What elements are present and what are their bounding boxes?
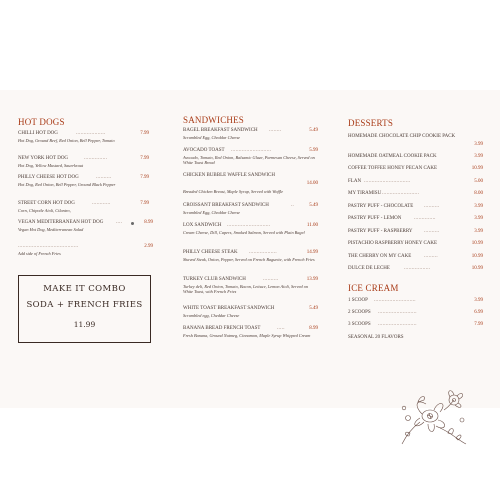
item-price: 10.99 bbox=[471, 241, 483, 246]
item-name: COFFEE TOFFEE HONEY PECAN CAKE bbox=[348, 166, 438, 171]
item-description: Breaded Chicken Breast, Maple Syrup, Served with Waffle bbox=[183, 189, 284, 194]
item-price: 6.99 bbox=[474, 310, 483, 315]
item-price: 7.99 bbox=[140, 175, 149, 180]
menu-item: BANANA BREAD FRENCH TOAST ..... 8.99 Fresh Banana, Ground Nutmeg, Cinnamon, Maple Syrup Whipped Cream bbox=[183, 326, 318, 338]
item-name: CHILLI HOT DOG bbox=[18, 131, 58, 136]
item-name: HOMEMADE CHOCOLATE CHIP COOKIE PACK bbox=[348, 134, 456, 139]
item-name: 1 SCOOP bbox=[348, 298, 368, 303]
flower-icon bbox=[449, 391, 463, 408]
item-name: BANANA BREAD FRENCH TOAST bbox=[183, 326, 261, 331]
menu-item bbox=[348, 335, 483, 342]
menu-item bbox=[348, 134, 483, 147]
menu-item bbox=[348, 166, 483, 173]
item-description: Turkey deli, Red Onion, Tomato, Bacon, Lettuce, Lemon Aioli, Served on White Toast, with French Fries bbox=[183, 284, 309, 295]
menu-item bbox=[183, 306, 318, 318]
menu-item bbox=[348, 154, 483, 161]
item-description: Corn, Chipotle Aioli, Cilantro, bbox=[18, 208, 71, 213]
menu-page bbox=[0, 90, 500, 408]
item-price: 3.99 bbox=[474, 298, 483, 303]
item-price: 7.99 bbox=[140, 201, 149, 206]
menu-item: AVOCADO TOAST .......................... 5.99 Avocado, Tomato, Red Onion, Balsamic Glaze, Parmesan Cheese, Served on White Toast Bread bbox=[183, 148, 318, 166]
item-description: Fresh Banana, Ground Nutmeg, Cinnamon, Maple Syrup Whipped Cream bbox=[183, 333, 311, 338]
menu-item: TURKEY CLUB SANDWICH .......... 13.99 Turkey deli, Red Onion, Tomato, Bacon, Lettuce, Lemon Aioli, Served on White Toast, with French Fries bbox=[183, 277, 318, 295]
menu-item: PHILLY CHEESE HOT DOG .......... 7.99 Hot Dog, Red Onion, Bell Pepper, Ground Black Pepper bbox=[18, 175, 153, 187]
item-name: BAGEL BREAKFAST SANDWICH bbox=[183, 128, 258, 133]
item-price: 14.00 bbox=[306, 181, 318, 186]
item-price: 11.00 bbox=[306, 223, 318, 228]
item-name: AVOCADO TOAST bbox=[183, 148, 225, 153]
item-price: 2.99 bbox=[144, 244, 153, 249]
item-name: PHILLY CHEESE STEAK bbox=[183, 250, 238, 255]
item-description: Scrambled Egg, Cheddar Cheese bbox=[183, 135, 241, 140]
item-name: HOMEMADE OATMEAL COOKIE PACK bbox=[348, 154, 437, 159]
hot-dogs-title: HOT DOGS bbox=[18, 117, 65, 127]
item-name: PISTACHIO RASPBERRY HONEY CAKE bbox=[348, 241, 438, 246]
menu-item: 3 SCOOPS ......................... 7.99 bbox=[348, 322, 483, 327]
item-price: 7.99 bbox=[140, 156, 149, 161]
item-name: 2 SCOOPS bbox=[348, 310, 371, 315]
menu-item: CROISSANT BREAKFAST SANDWICH .. 5.49 Scrambled Egg, Cheddar Cheese bbox=[183, 203, 318, 215]
item-name: NEW YORK HOT DOG bbox=[18, 156, 69, 161]
menu-item bbox=[183, 173, 318, 194]
menu-item: DULCE DE LECHE ................. 10.99 bbox=[348, 266, 483, 271]
item-price: 10.99 bbox=[471, 266, 483, 271]
menu-item: CHILLI HOT DOG ................... 7.99 Hot Dog, Ground Beef, Red Onion, Bell Pepper, Tomato bbox=[18, 131, 153, 143]
menu-item: ....................................... 2.99 Add side of French Fries bbox=[18, 244, 153, 256]
item-price: 5.00 bbox=[474, 179, 483, 184]
item-price: 3.99 bbox=[474, 204, 483, 209]
flower-icon bbox=[415, 402, 445, 432]
menu-item: PASTRY PUFF - LEMON .............. 3.99 bbox=[348, 216, 483, 221]
item-price: 5.49 bbox=[309, 203, 318, 208]
sandwiches-title: SANDWICHES bbox=[183, 115, 245, 125]
combo-title: MAKE IT COMBO bbox=[43, 284, 126, 294]
menu-item: BAGEL BREAKFAST SANDWICH ........ 5.49 Scrambled Egg, Cheddar Cheese bbox=[183, 128, 318, 140]
item-description: Cream Cheese, Dill, Capers, Smoked Salmon, Served with Plain Bagel bbox=[183, 230, 305, 235]
leaf-icon bbox=[402, 396, 466, 444]
menu-item: LOX SANDWICH ............................ 11.00 Cream Cheese, Dill, Capers, Smoked Salmon, Served with Plain Bagel bbox=[183, 223, 318, 235]
item-name: WHITE TOAST BREAKFAST SANDWICH bbox=[183, 306, 275, 311]
item-name: STREET CORN HOT DOG bbox=[18, 201, 75, 206]
item-price: 10.99 bbox=[471, 254, 483, 259]
item-price: 13.99 bbox=[306, 277, 318, 282]
item-description: Add side of French Fries bbox=[18, 251, 61, 256]
item-description: Hot Dog, Ground Beef, Red Onion, Bell Pepper, Tomato bbox=[18, 138, 115, 143]
menu-item: NEW YORK HOT DOG ............... 7.99 Hot Dog, Yellow Mustard, Sauerkraut bbox=[18, 156, 153, 168]
bud-icon bbox=[402, 406, 464, 422]
item-name: SEASONAL 20 FLAVORS bbox=[348, 335, 404, 340]
item-description: Scrambled egg, Cheddar Cheese bbox=[183, 313, 240, 318]
item-name: TURKEY CLUB SANDWICH bbox=[183, 277, 246, 282]
menu-item: PASTRY PUFF - RASPBERRY .......... 3.99 bbox=[348, 229, 483, 234]
menu-item: MY TIRAMISU ........................ 8.00 bbox=[348, 191, 483, 196]
item-price: 14.99 bbox=[306, 250, 318, 255]
ice-cream-title: ICE CREAM bbox=[348, 283, 399, 293]
item-price: 8.99 bbox=[309, 326, 318, 331]
item-description: Hot Dog, Yellow Mustard, Sauerkraut bbox=[18, 163, 84, 168]
item-price: 8.00 bbox=[474, 191, 483, 196]
menu-item: THE CHERRY ON MY CAKE ......... 10.99 bbox=[348, 254, 483, 259]
menu-item: PASTRY PUFF - CHOCOLATE .......... 3.99 bbox=[348, 204, 483, 209]
item-description: Shaved Steak, Onion, Pepper, Served on French Baguette, with French Fries bbox=[183, 257, 315, 262]
item-price: 7.99 bbox=[474, 322, 483, 327]
item-price: 5.49 bbox=[309, 306, 318, 311]
item-price: 3.99 bbox=[474, 216, 483, 221]
item-name: MY TIRAMISU bbox=[348, 191, 382, 196]
combo-price: 11.99 bbox=[73, 320, 96, 329]
item-price: 3.99 bbox=[474, 142, 483, 147]
item-name: 3 SCOOPS bbox=[348, 322, 371, 327]
menu-item: VEGAN MEDITERRANEAN HOT DOG .... 8.99 Vegan Hot Dog, Mediterranean Salad bbox=[18, 220, 153, 232]
item-name: PHILLY CHEESE HOT DOG bbox=[18, 175, 79, 180]
item-name: DULCE DE LECHE bbox=[348, 266, 390, 271]
item-description: Scrambled Egg, Cheddar Cheese bbox=[183, 210, 241, 215]
menu-item: 2 SCOOPS ......................... 6.99 bbox=[348, 310, 483, 315]
item-price: 5.49 bbox=[309, 128, 318, 133]
item-price: 10.99 bbox=[471, 166, 483, 171]
floral-illustration bbox=[400, 388, 468, 446]
menu-item: STREET CORN HOT DOG ............ 7.99 Corn, Chipotle Aioli, Cilantro, bbox=[18, 201, 153, 213]
vegan-icon bbox=[131, 222, 134, 225]
item-price: 5.99 bbox=[309, 148, 318, 153]
combo-box bbox=[18, 275, 151, 343]
menu-item: 1 SCOOP ........................... 3.99 bbox=[348, 298, 483, 303]
item-name: LOX SANDWICH bbox=[183, 223, 222, 228]
menu-item: FLAN .............................. 5.00 bbox=[348, 179, 483, 184]
item-price: 7.99 bbox=[140, 131, 149, 136]
item-name: CHICKEN BUBBLE WAFFLE SANDWICH bbox=[183, 173, 275, 178]
item-name: PASTRY PUFF - CHOCOLATE bbox=[348, 204, 414, 209]
item-name: VEGAN MEDITERRANEAN HOT DOG bbox=[18, 220, 104, 225]
menu-item: PHILLY CHEESE STEAK .................. 14.99 Shaved Steak, Onion, Pepper, Served on French Baguette, with French Fries bbox=[183, 250, 318, 262]
item-name: FLAN bbox=[348, 179, 362, 184]
combo-subtitle: SODA + FRENCH FRIES bbox=[26, 300, 143, 310]
item-price: 3.99 bbox=[474, 154, 483, 159]
item-name: THE CHERRY ON MY CAKE bbox=[348, 254, 412, 259]
item-description: Hot Dog, Red Onion, Bell Pepper, Ground Black Pepper bbox=[18, 182, 116, 187]
item-name: CROISSANT BREAKFAST SANDWICH bbox=[183, 203, 269, 208]
item-name: PASTRY PUFF - RASPBERRY bbox=[348, 229, 413, 234]
item-name: PASTRY PUFF - LEMON bbox=[348, 216, 402, 221]
item-price: 3.99 bbox=[474, 229, 483, 234]
item-price: 8.99 bbox=[144, 220, 153, 225]
menu-item bbox=[348, 241, 483, 248]
desserts-title: DESSERTS bbox=[348, 118, 394, 128]
item-description: Vegan Hot Dog, Mediterranean Salad bbox=[18, 227, 84, 232]
item-description: Avocado, Tomato, Red Onion, Balsamic Glaze, Parmesan Cheese, Served on White Toast Bread bbox=[183, 155, 315, 166]
